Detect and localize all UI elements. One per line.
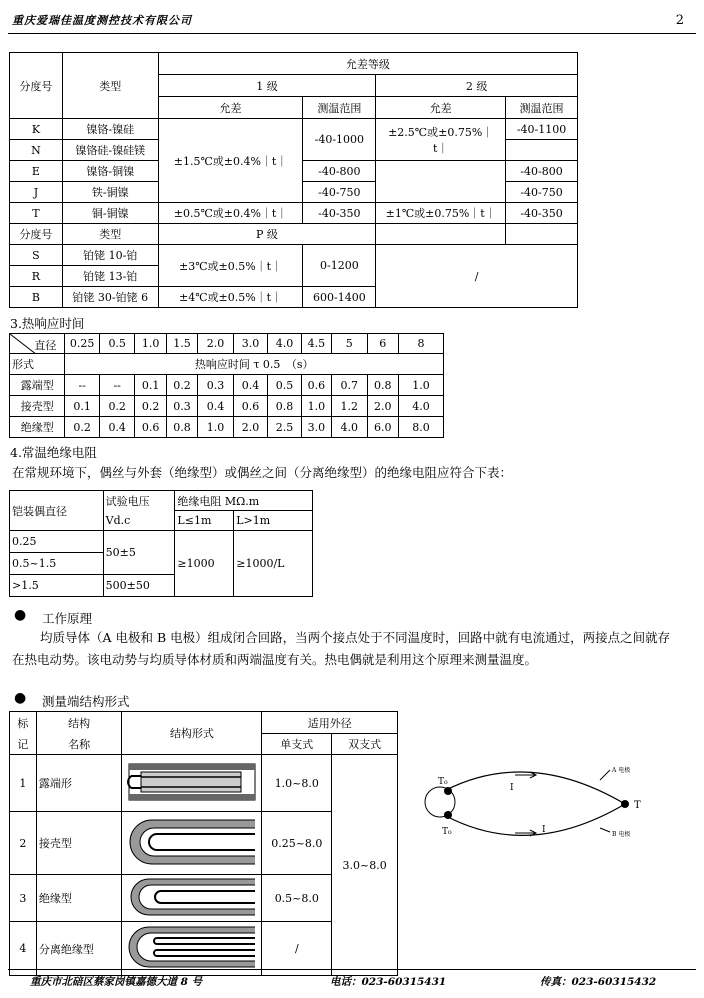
h-resistance: 绝缘电阻 MΩ.m xyxy=(175,491,313,511)
label-t0: T₀ xyxy=(438,777,448,787)
table-cell: 0.8 xyxy=(268,396,301,417)
table-cell: ±3℃或±0.5%｜t｜ xyxy=(158,245,303,287)
h-diameter: 铠装偶直径 xyxy=(10,491,104,531)
h-class2: 2 级 xyxy=(376,75,578,97)
table-cell: S xyxy=(10,245,63,266)
label-a-electrode: A 电极 xyxy=(612,767,631,774)
bullet-icon: ● xyxy=(14,607,27,623)
table-cell: 0.2 xyxy=(135,396,166,417)
table-cell: 0.8 xyxy=(367,375,398,396)
table-cell: 0.25 xyxy=(10,531,104,553)
table-cell: N xyxy=(10,140,63,161)
principle-title: 工作原理 xyxy=(42,611,93,626)
label-b-electrode: B 电极 xyxy=(612,831,631,838)
h-form-text: 形式 xyxy=(12,358,34,371)
h-grade-no: 分度号 xyxy=(10,224,63,245)
table-cell: 镍铬-镍硅 xyxy=(62,119,158,140)
table-cell: 0.4 xyxy=(198,396,234,417)
table-cell-text: t｜ xyxy=(432,141,449,155)
company-header: 重庆爱瑞佳温度测控技术有限公司 xyxy=(12,14,192,27)
h-form xyxy=(10,354,65,375)
table-cell: -- xyxy=(65,375,100,396)
diameter-cell: 4.0 xyxy=(268,334,301,354)
row-label: 接壳型 xyxy=(10,396,65,417)
label-current: I xyxy=(510,783,514,793)
h-grade-no: 分度号 xyxy=(10,53,63,119)
table-cell xyxy=(376,161,506,203)
table-cell: 0.6 xyxy=(301,375,331,396)
table-cell: E xyxy=(10,161,63,182)
table-cell: 3.0~8.0 xyxy=(332,755,398,976)
table-cell: 600-1400 xyxy=(303,287,376,308)
h-name: 名称 xyxy=(36,734,122,755)
table-cell: 6.0 xyxy=(367,417,398,438)
table-cell: 2.0 xyxy=(367,396,398,417)
diameter-cell: 1.5 xyxy=(166,334,197,354)
header-rule xyxy=(8,33,696,34)
section-title-insulation: 4.常温绝缘电阻 xyxy=(10,445,97,460)
table-cell: ≥1000 xyxy=(175,531,234,597)
table-cell: 0.8 xyxy=(166,417,197,438)
table-cell: ±1.5℃或±0.4%｜t｜ xyxy=(158,119,303,203)
table-cell: 3 xyxy=(10,875,37,922)
h-class1: 1 级 xyxy=(158,75,376,97)
table-cell: 1.0 xyxy=(301,396,331,417)
table-cell: 0.6 xyxy=(135,417,166,438)
table-cell: / xyxy=(262,922,332,976)
table-cell: 0.2 xyxy=(99,396,135,417)
response-time-table xyxy=(9,333,444,438)
footer-phone: 电话：023-60315431 xyxy=(330,976,447,988)
table-cell: B xyxy=(10,287,63,308)
grounded-junction-drawing xyxy=(127,817,257,867)
table-cell: ±1℃或±0.75%｜t｜ xyxy=(376,203,506,224)
table-cell: 接壳型 xyxy=(36,812,122,875)
row-label: 露端型 xyxy=(10,375,65,396)
tolerance-table xyxy=(9,52,578,308)
table-cell xyxy=(376,224,506,245)
table-cell: 2.5 xyxy=(268,417,301,438)
table-cell: 0.3 xyxy=(166,396,197,417)
h-tol: 允差 xyxy=(158,97,303,119)
table-cell: 4.0 xyxy=(332,417,368,438)
diameter-cell: 4.5 xyxy=(301,334,331,354)
h-type: 类型 xyxy=(62,224,158,245)
table-cell: -40-1100 xyxy=(506,119,578,140)
table-cell: -40-750 xyxy=(506,182,578,203)
table-cell: -- xyxy=(99,375,135,396)
table-cell: >1.5 xyxy=(10,575,104,597)
table-cell: 500±50 xyxy=(103,575,175,597)
insulation-intro: 在常规环境下，偶丝与外套（绝缘型）或偶丝之间（分离绝缘型）的绝缘电阻应符合下表： xyxy=(12,465,513,480)
diameter-cell: 5 xyxy=(332,334,368,354)
page-number: 2 xyxy=(675,13,684,28)
arrow-icon xyxy=(515,772,536,778)
diameter-cell: 6 xyxy=(367,334,398,354)
table-cell: 0.1 xyxy=(65,396,100,417)
footer-rule xyxy=(8,969,696,970)
table-cell: 0.2 xyxy=(166,375,197,396)
exposed-junction-drawing xyxy=(127,760,257,804)
h-tol: 允差 xyxy=(376,97,506,119)
diameter-cell: 0.5 xyxy=(99,334,135,354)
diameter-cell: 3.0 xyxy=(233,334,268,354)
table-cell: -40-800 xyxy=(506,161,578,182)
h-l1: L≤1m xyxy=(175,511,234,531)
label-current: I xyxy=(542,825,546,835)
isolated-junction-drawing xyxy=(127,925,257,969)
diameter-cell: 2.0 xyxy=(198,334,234,354)
h-name: 结构 xyxy=(36,712,122,734)
h-double: 双支式 xyxy=(332,734,398,755)
h-index: 标 xyxy=(10,712,37,734)
table-cell: 1.0 xyxy=(198,417,234,438)
table-cell: 铂铑 13-铂 xyxy=(62,266,158,287)
table-cell: 分离绝缘型 xyxy=(36,922,122,976)
table-cell: 露端形 xyxy=(36,755,122,812)
table-cell: 4.0 xyxy=(398,396,443,417)
table-cell: -40-750 xyxy=(303,182,376,203)
leader-line xyxy=(600,828,610,832)
h-voltage: 试验电压 xyxy=(103,491,175,511)
h-voltage-unit: Vd.c xyxy=(103,511,175,531)
table-cell: 50±5 xyxy=(103,531,175,575)
table-cell: 1 xyxy=(10,755,37,812)
row-label: 绝缘型 xyxy=(10,417,65,438)
table-cell: ±4℃或±0.5%｜t｜ xyxy=(158,287,303,308)
h-od: 适用外径 xyxy=(262,712,398,734)
junction-dot xyxy=(444,787,452,795)
table-cell: 0.5~8.0 xyxy=(262,875,332,922)
insulation-table xyxy=(9,490,313,597)
electrode-a-line xyxy=(446,772,625,804)
table-cell: 铁-铜镍 xyxy=(62,182,158,203)
form-drawing xyxy=(122,812,262,875)
structure-title: 测量端结构形式 xyxy=(42,694,130,709)
h-index: 记 xyxy=(10,734,37,755)
table-cell: 1.0~8.0 xyxy=(262,755,332,812)
table-cell: 0.2 xyxy=(65,417,100,438)
table-cell: 镍铬-铜镍 xyxy=(62,161,158,182)
table-cell-text: ±2.5℃或±0.75%｜ xyxy=(388,125,494,139)
h-type: 类型 xyxy=(62,53,158,119)
table-cell: 0.7 xyxy=(332,375,368,396)
table-cell: T xyxy=(10,203,63,224)
table-cell: 0.4 xyxy=(99,417,135,438)
table-cell: 1.2 xyxy=(332,396,368,417)
table-cell: -40-350 xyxy=(506,203,578,224)
structure-table xyxy=(9,711,398,976)
diameter-cell: 1.0 xyxy=(135,334,166,354)
form-drawing xyxy=(122,755,262,812)
h-tol-class: 允差等级 xyxy=(158,53,577,75)
table-cell: 0-1200 xyxy=(303,245,376,287)
h-range: 测温范围 xyxy=(303,97,376,119)
label-t: T xyxy=(634,800,641,811)
h-diameter xyxy=(10,334,65,354)
principle-text: 均质导体（A 电极和 B 电极）组成闭合回路，当两个接点处于不同温度时，回路中就有电流通过，两接点之间就存在热电动势。该电动势与均质导体材质和两端温度有关。热电偶就是利用这个原理来测量温度。 xyxy=(12,630,671,667)
table-cell: 铂铑 10-铂 xyxy=(62,245,158,266)
h-single: 单支式 xyxy=(262,734,332,755)
table-cell: 2.0 xyxy=(233,417,268,438)
form-drawing xyxy=(122,922,262,976)
h-response-time: 热响应时间 τ 0.5 （s） xyxy=(65,354,444,375)
footer-address: 重庆市北碚区蔡家岗镇嘉德大道 8 号 xyxy=(30,976,203,988)
table-cell xyxy=(506,140,578,161)
table-cell: 0.6 xyxy=(233,396,268,417)
leader-line xyxy=(600,770,610,780)
table-cell: R xyxy=(10,266,63,287)
table-cell: ±0.5℃或±0.4%｜t｜ xyxy=(158,203,303,224)
insulated-junction-drawing xyxy=(127,877,257,917)
table-cell: 2 xyxy=(10,812,37,875)
bullet-icon: ● xyxy=(14,690,27,706)
h-l2: L>1m xyxy=(234,511,313,531)
electrode-b-line xyxy=(446,804,625,835)
h-p-class: P 级 xyxy=(158,224,376,245)
table-cell: / xyxy=(376,245,578,308)
h-range: 测温范围 xyxy=(506,97,578,119)
table-cell: -40-350 xyxy=(303,203,376,224)
h-form: 结构形式 xyxy=(122,712,262,755)
table-cell: 1.0 xyxy=(398,375,443,396)
form-drawing xyxy=(122,875,262,922)
section-title-response: 3.热响应时间 xyxy=(10,316,85,331)
diameter-cell: 8 xyxy=(398,334,443,354)
table-cell xyxy=(506,224,578,245)
diagonal-line xyxy=(10,334,63,354)
table-cell: 铜-铜镍 xyxy=(62,203,158,224)
table-cell: 铂铑 30-铂铑 6 xyxy=(62,287,158,308)
table-cell: 镍铬硅-镍硅镁 xyxy=(62,140,158,161)
footer-fax: 传真：023-60315432 xyxy=(540,976,657,988)
table-cell: -40-1000 xyxy=(303,119,376,161)
table-cell: 0.5 xyxy=(268,375,301,396)
junction-dot xyxy=(444,811,452,819)
diameter-cell: 0.25 xyxy=(65,334,100,354)
table-cell: 绝缘型 xyxy=(36,875,122,922)
table-cell: 0.25~8.0 xyxy=(262,812,332,875)
table-cell: ≥1000/L xyxy=(234,531,313,597)
h-dia-text: 直径 xyxy=(34,339,57,352)
table-cell xyxy=(376,119,506,161)
table-cell: 3.0 xyxy=(301,417,331,438)
thermocouple-diagram xyxy=(410,760,650,860)
table-cell: K xyxy=(10,119,63,140)
junction-dot xyxy=(621,800,629,808)
table-cell: 0.4 xyxy=(233,375,268,396)
table-cell: 0.1 xyxy=(135,375,166,396)
table-cell: -40-800 xyxy=(303,161,376,182)
table-cell: 8.0 xyxy=(398,417,443,438)
table-cell: 0.5~1.5 xyxy=(10,553,104,575)
table-cell: 4 xyxy=(10,922,37,976)
label-t0b: T₀ xyxy=(442,827,452,837)
table-cell: J xyxy=(10,182,63,203)
table-cell: 0.3 xyxy=(198,375,234,396)
